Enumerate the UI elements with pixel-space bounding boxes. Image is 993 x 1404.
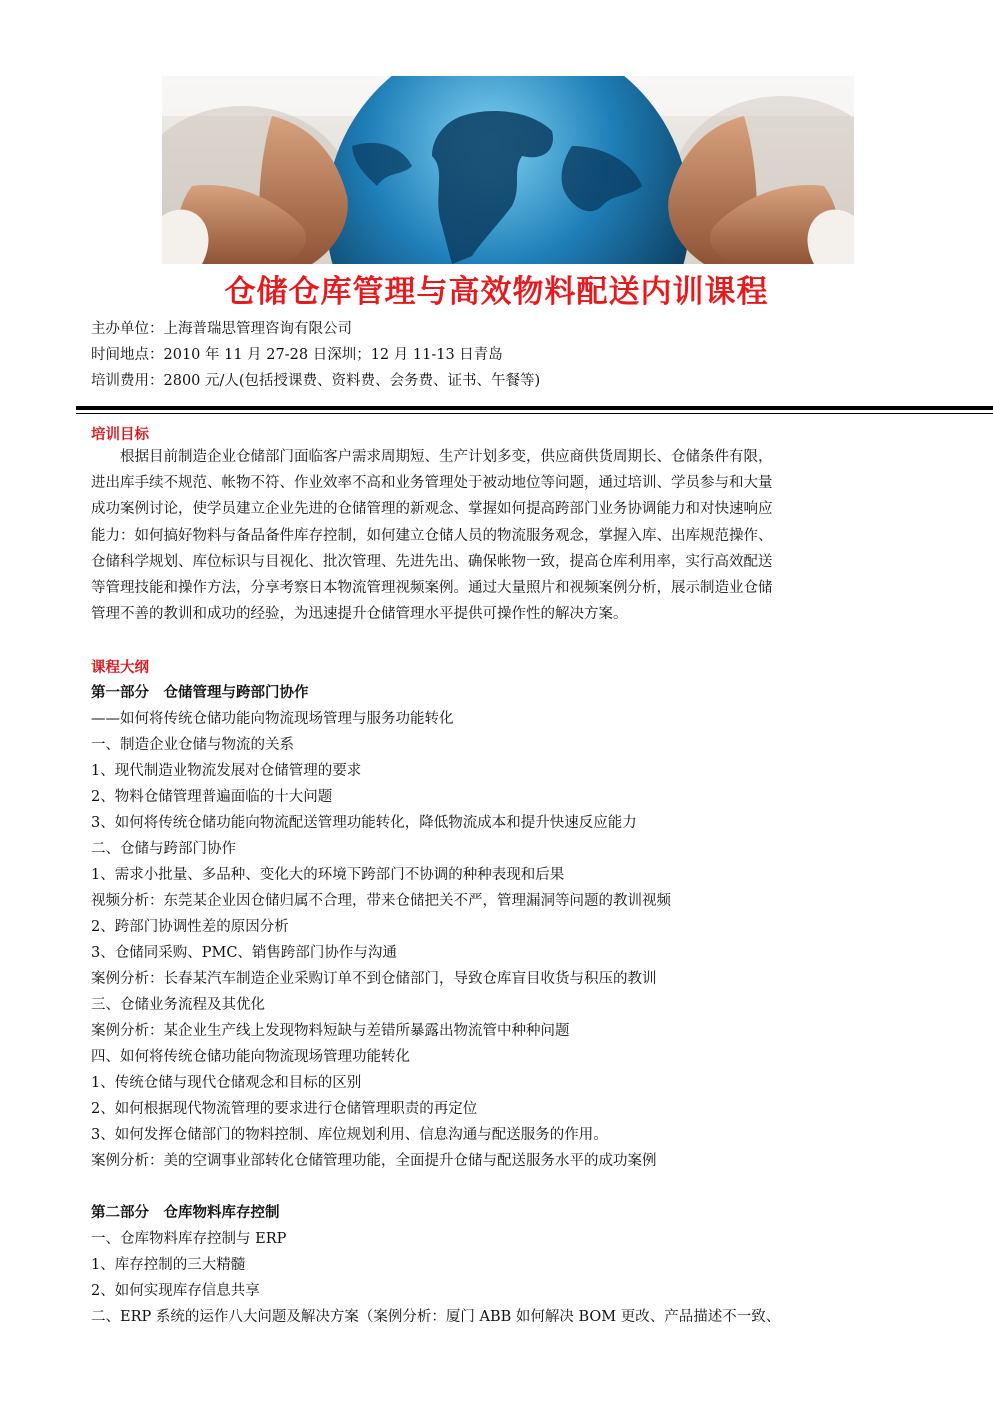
course-outline — [91, 680, 780, 1330]
outline-line: 1、现代制造业物流发展对仓储管理的要求 — [91, 763, 362, 779]
outline-line: 2、如何实现库存信息共享 — [91, 1283, 260, 1299]
divider-thick — [76, 406, 993, 410]
objectives-line: 能力：如何搞好物料与备品备件库存控制，如何建立仓储人员的物流服务观念，掌握入库、出库规范操作、 — [91, 527, 773, 544]
objectives-line: 仓储科学规划、库位标识与目视化、批次管理、先进先出、确保帐物一致，提高仓库利用率，实行高效配送 — [91, 553, 773, 570]
outline-line: 二、仓储与跨部门协作 — [91, 841, 236, 857]
objectives-line: 根据目前制造企业仓储部门面临客户需求周期短、生产计划多变，供应商供货周期长、仓储条件有限， — [91, 449, 773, 465]
outline-line: 二、ERP 系统的运作八大问题及解决方案（案例分析：厦门 ABB 如何解决 BOM 更改、产品描述不一致、 — [91, 1309, 781, 1325]
blank-line — [91, 1174, 780, 1200]
outline-line: 案例分析：某企业生产线上发现物料短缺与差错所暴露出物流管中种种问题 — [91, 1023, 570, 1039]
outline-line: 1、需求小批量、多品种、变化大的环境下跨部门不协调的种种表现和后果 — [91, 867, 565, 883]
outline-line: 1、传统仓储与现代仓储观念和目标的区别 — [91, 1075, 362, 1091]
part-1-title: 第一部分 仓储管理与跨部门协作 — [91, 685, 309, 701]
outline-line: ——如何将传统仓储功能向物流现场管理与服务功能转化 — [91, 711, 454, 727]
objectives-line: 等管理技能和操作方法，分享考察日本物流管理视频案例。通过大量照片和视频案例分析，展示制造业仓储 — [91, 580, 773, 597]
part-2-title: 第二部分 仓库物料库存控制 — [91, 1205, 280, 1221]
outline-line: 2、如何根据现代物流管理的要求进行仓储管理职责的再定位 — [91, 1101, 478, 1117]
globe-in-hands-illustration — [162, 76, 854, 264]
outline-heading: 课程大纲 — [91, 660, 149, 676]
course-info — [91, 316, 540, 394]
outline-line: 四、如何将传统仓储功能向物流现场管理功能转化 — [91, 1049, 410, 1065]
page-title: 仓储仓库管理与高效物料配送内训课程 — [224, 274, 769, 310]
outline-line: 2、物料仓储管理普遍面临的十大问题 — [91, 789, 333, 805]
outline-line: 三、仓储业务流程及其优化 — [91, 997, 265, 1013]
outline-line: 2、跨部门协调性差的原因分析 — [91, 919, 289, 935]
fee-line: 培训费用：2800 元/人(包括授课费、资料费、会务费、证书、午餐等) — [91, 373, 541, 389]
outline-line: 3、仓储同采购、PMC、销售跨部门协作与沟通 — [91, 945, 397, 961]
time-place-line: 时间地点：2010 年 11 月 27-28 日深圳；12 月 11-13 日青岛 — [91, 347, 503, 363]
objectives-line: 进出库手续不规范、帐物不符、作业效率不高和业务管理处于被动地位等问题，通过培训、学员参与和大量 — [91, 475, 773, 492]
objectives-paragraph — [91, 444, 917, 627]
outline-line: 一、仓库物料库存控制与 ERP — [91, 1231, 287, 1247]
organizer-line: 主办单位：上海普瑞思管理咨询有限公司 — [91, 321, 352, 337]
outline-line: 视频分析：东莞某企业因仓储归属不合理，带来仓储把关不严，管理漏洞等问题的教训视频 — [91, 893, 671, 909]
divider-thin — [76, 413, 993, 414]
outline-line: 一、制造企业仓储与物流的关系 — [91, 737, 294, 753]
outline-line: 案例分析：美的空调事业部转化仓储管理功能，全面提升仓储与配送服务水平的成功案例 — [91, 1153, 657, 1169]
banner-image — [162, 76, 854, 264]
objectives-line: 成功案例讨论，使学员建立企业先进的仓储管理的新观念、掌握如何提高跨部门业务协调能力和对快速响应 — [91, 501, 773, 518]
objectives-line: 管理不善的教训和成功的经验，为迅速提升仓储管理水平提供可操作性的解决方案。 — [91, 606, 628, 623]
outline-line: 3、如何发挥仓储部门的物料控制、库位规划利用、信息沟通与配送服务的作用。 — [91, 1127, 608, 1143]
outline-line: 3、如何将传统仓储功能向物流配送管理功能转化，降低物流成本和提升快速反应能力 — [91, 815, 637, 831]
objectives-heading: 培训目标 — [91, 427, 149, 443]
outline-line: 案例分析：长春某汽车制造企业采购订单不到仓储部门，导致仓库盲目收货与积压的教训 — [91, 971, 657, 987]
outline-line: 1、库存控制的三大精髓 — [91, 1257, 246, 1273]
